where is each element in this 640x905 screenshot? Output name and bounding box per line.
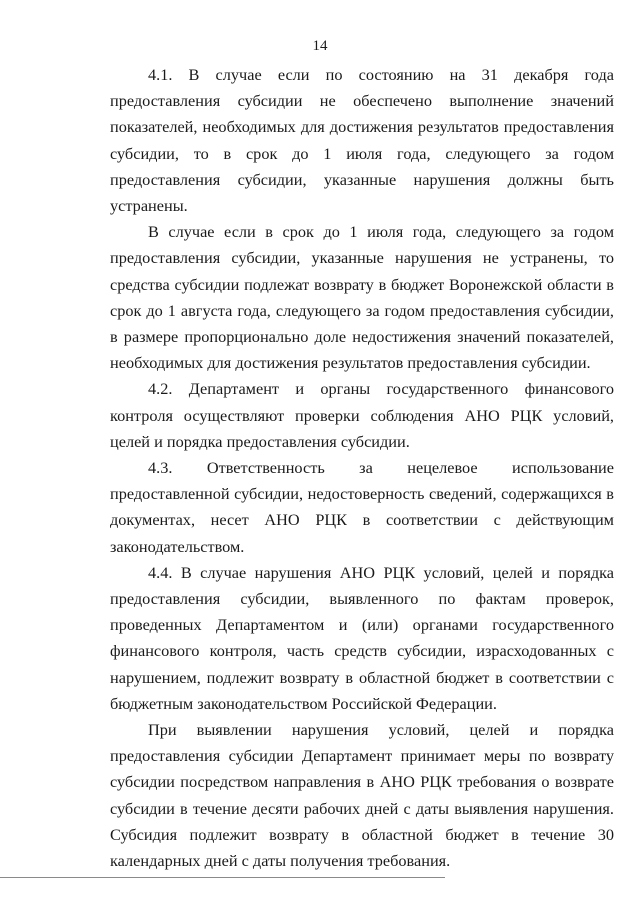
paragraph-4-3: 4.3. Ответственность за нецелевое использование предоставленной субсидии, недостоверность сведений, содержащихся в документах, несет АНО РЦК в соответствии с действующим законодательством. xyxy=(110,458,614,556)
paragraph-4-4-continuation: При выявлении нарушения условий, целей и порядка предоставления субсидии Департамент принимает меры по возврату субсидии посредством направления в АНО РЦК требования о возврате субсидии в течение десяти рабочих дней с даты выявления нарушения. Субсидия подлежит возврату в областной бюджет в течение 30 календарных дней с даты получения требования. xyxy=(110,720,614,871)
paragraph-4-1: 4.1. В случае если по состоянию на 31 декабря года предоставления субсидии не обеспечено выполнение значений показателей, необходимых для достижения результатов предоставления субсидии, то в срок до 1 июля года, следующего за годом предоставления субсидии, указанные нарушения должны быть устранены. xyxy=(110,65,614,216)
page-number: 14 xyxy=(312,38,328,54)
footer-divider xyxy=(0,877,445,878)
document-body xyxy=(110,62,614,874)
paragraph-4-1-continuation: В случае если в срок до 1 июля года, следующего за годом предоставления субсидии, указанные нарушения не устранены, то средства субсидии подлежат возврату в бюджет Воронежской области в срок до 1 августа года, следующего за годом предоставления субсидии, в размере пропорционально доле недостижения значений показателей, необходимых для достижения результатов предоставления субсидии. xyxy=(110,222,614,373)
paragraph-4-4: 4.4. В случае нарушения АНО РЦК условий, целей и порядка предоставления субсидии, выявленного по фактам проверок, проведенных Департаментом и (или) органами государственного финансового контроля, часть средств субсидии, израсходованных с нарушением, подлежит возврату в областной бюджет в соответствии с бюджетным законодательством Российской Федерации. xyxy=(110,562,614,713)
paragraph-4-2: 4.2. Департамент и органы государственного финансового контроля осуществляют проверки соблюдения АНО РЦК условий, целей и порядка предоставления субсидии. xyxy=(110,379,614,451)
